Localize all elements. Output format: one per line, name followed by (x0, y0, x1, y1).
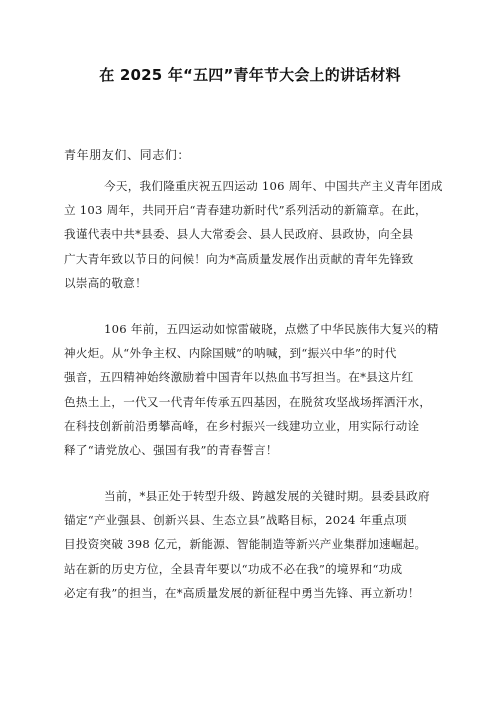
paragraph-2 (64, 317, 444, 462)
paragraph-line: 以崇高的敬意！ (64, 275, 147, 290)
paragraph-line: 106 年前，五四运动如惊雷破晓，点燃了中华民族伟大复兴的精 (104, 322, 439, 336)
paragraph-1 (64, 174, 444, 295)
greeting-line: 青年朋友们、同志们： (64, 148, 191, 162)
paragraph-line: 我谨代表中共*县委、县人大常委会、县人民政府、县政协，向全县 (64, 227, 414, 242)
paragraph-line: 色热土上，一代又一代青年传承五四基因，在脱贫攻坚战场挥洒汗水， (64, 394, 432, 409)
paragraph-line: 目投资突破 398 亿元，新能源、智能制造等新兴产业集群加速崛起。 (64, 537, 427, 552)
paragraph-line: 立 103 周年，共同开启“青春建功新时代”系列活动的新篇章。在此， (64, 203, 427, 218)
paragraph-line: 神火炬。从“外争主权、内除国贼”的呐喊，到“振兴中华”的时代 (64, 346, 397, 361)
paragraph-line: 当前，*县正处于转型升级、跨越发展的关键时期。县委县政府 (104, 489, 430, 503)
paragraph-line: 在科技创新前沿勇攀高峰，在乡村振兴一线建功立业，用实际行动诠 (64, 418, 420, 433)
paragraph-line: 必定有我”的担当，在*高质量发展的新征程中勇当先锋、再立新功！ (64, 585, 420, 600)
document-title: 在 2025 年“五四”青年节大会上的讲话材料 (99, 66, 401, 84)
paragraph-line: 锚定“产业强县、创新兴县、生态立县”战略目标，2024 年重点项 (64, 513, 407, 528)
paragraph-line: 今天，我们隆重庆祝五四运动 106 周年、中国共产主义青年团成 (104, 179, 443, 193)
paragraph-line: 强音，五四精神始终激励着中国青年以热血书写担当。在*县这片红 (64, 370, 414, 385)
paragraph-line: 广大青年致以节日的问候！向为*高质量发展作出贡献的青年先锋致 (64, 251, 414, 266)
paragraph-line: 站在新的历史方位，全县青年要以“功成不必在我”的境界和“功成 (64, 561, 403, 576)
paragraph-3 (64, 484, 444, 605)
paragraph-line: 释了“请党放心、强国有我”的青春誓言！ (64, 443, 278, 458)
